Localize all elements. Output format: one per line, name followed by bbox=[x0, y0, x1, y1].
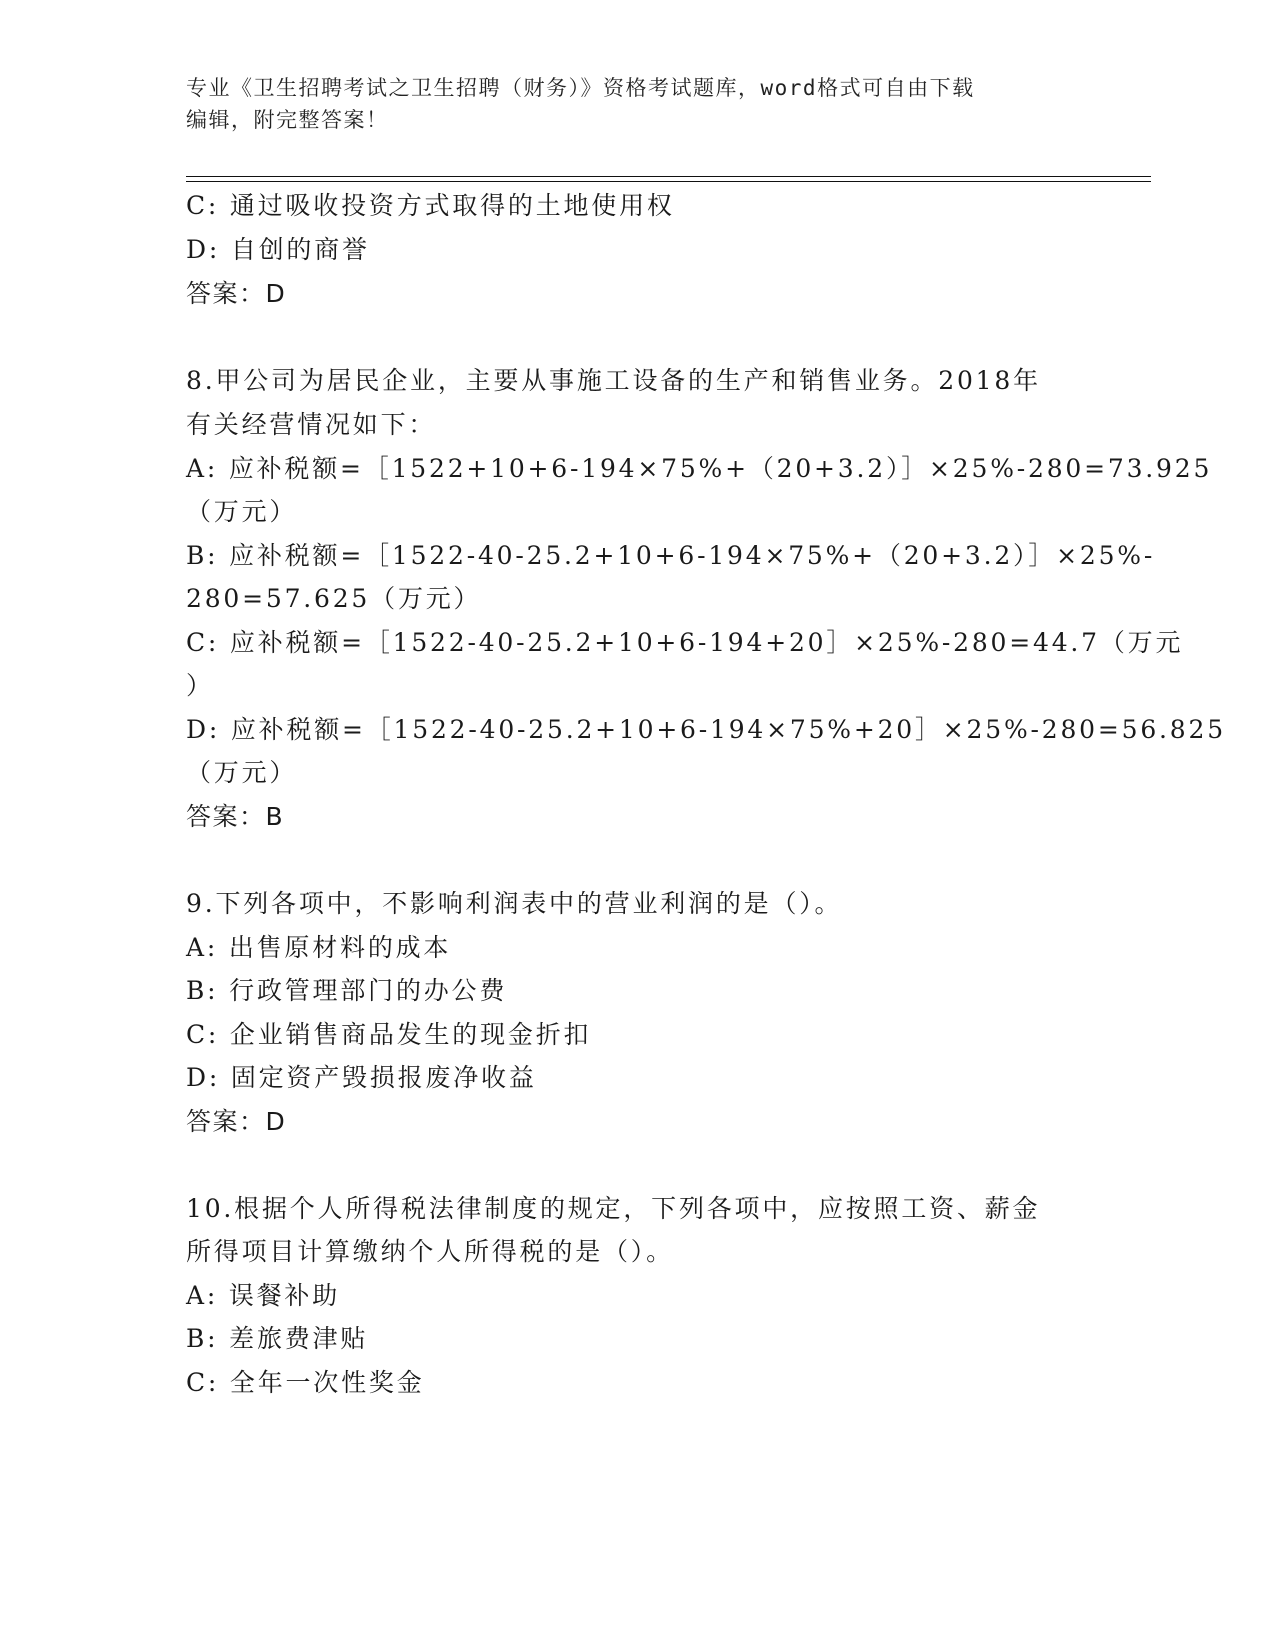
option-b-q10: B: 差旅费津贴 bbox=[186, 1324, 369, 1353]
question-8-line-2: 有关经营情况如下： bbox=[186, 410, 437, 439]
option-b-q8-line-1: B: 应补税额=［1522-40-25.2+10+6-194×75%+（20+3.2）］×25%- bbox=[186, 541, 1156, 570]
question-10-line-2: 所得项目计算缴纳个人所得税的是（）。 bbox=[186, 1237, 674, 1266]
option-b-q8-line-2: 280=57.625（万元） bbox=[186, 584, 482, 613]
option-d-q9: D: 固定资产毁损报废净收益 bbox=[186, 1063, 537, 1092]
option-c-q9: C: 企业销售商品发生的现金折扣 bbox=[186, 1020, 592, 1049]
header-line-2: 编辑，附完整答案！ bbox=[186, 108, 389, 132]
header-divider-top bbox=[186, 176, 1151, 177]
question-9: 9.下列各项中，不影响利润表中的营业利润的是（）。 bbox=[186, 889, 843, 918]
header-divider-bottom bbox=[186, 181, 1151, 182]
option-c-q10: C: 全年一次性奖金 bbox=[186, 1368, 425, 1397]
option-c-q8-line-2: ） bbox=[186, 671, 214, 700]
option-b-q9: B: 行政管理部门的办公费 bbox=[186, 976, 508, 1005]
option-c-q7: C: 通过吸收投资方式取得的土地使用权 bbox=[186, 191, 675, 220]
page-header bbox=[186, 72, 1066, 136]
option-a-q10: A: 误餐补助 bbox=[186, 1281, 341, 1310]
answer-q7: 答案：D bbox=[186, 279, 287, 308]
option-a-q9: A: 出售原材料的成本 bbox=[186, 933, 452, 962]
answer-q9: 答案：D bbox=[186, 1107, 287, 1136]
header-line-1: 专业《卫生招聘考试之卫生招聘（财务）》资格考试题库，word格式可自由下载 bbox=[186, 76, 975, 100]
option-a-q8-line-1: A: 应补税额=［1522+10+6-194×75%+（20+3.2）］×25%-280=73.925 bbox=[186, 454, 1213, 483]
option-d-q7: D: 自创的商誉 bbox=[186, 235, 370, 264]
option-d-q8-line-1: D: 应补税额=［1522-40-25.2+10+6-194×75%+20］×25%-280=56.825 bbox=[186, 715, 1226, 744]
option-a-q8-line-2: （万元） bbox=[186, 497, 298, 526]
option-c-q8-line-1: C: 应补税额=［1522-40-25.2+10+6-194+20］×25%-280=44.7（万元 bbox=[186, 628, 1184, 657]
answer-q8: 答案：B bbox=[186, 802, 285, 831]
option-d-q8-line-2: （万元） bbox=[186, 758, 298, 787]
question-8-line-1: 8.甲公司为居民企业，主要从事施工设备的生产和销售业务。2018年 bbox=[186, 366, 1041, 395]
question-10-line-1: 10.根据个人所得税法律制度的规定，下列各项中，应按照工资、薪金 bbox=[186, 1194, 1041, 1223]
